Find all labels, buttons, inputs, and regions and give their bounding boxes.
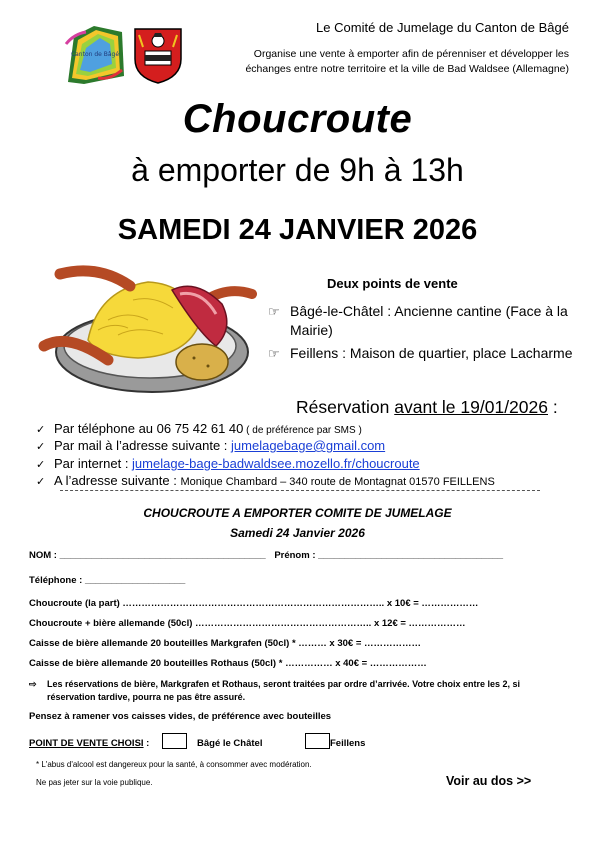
alcohol-warning: * L'abus d'alcool est dangereux pour la santé, à consommer avec modération. bbox=[36, 760, 312, 769]
pointing-hand-icon: ☞ bbox=[268, 346, 280, 361]
organizer-title: Le Comité de Jumelage du Canton de Bâgé bbox=[316, 20, 569, 35]
reservation-address: ✓ A l’adresse suivante : Monique Chambard – 340 route de Montagnat 01570 FEILLENS bbox=[36, 473, 495, 488]
telephone-field[interactable]: Téléphone : ___________________ bbox=[29, 575, 186, 586]
name-row bbox=[29, 550, 503, 561]
point-de-vente-text: Feillens : Maison de quartier, place Lacharme bbox=[290, 345, 573, 361]
reservation-mail: ✓ Par mail à l’adresse suivante : jumelagebage@gmail.com bbox=[36, 438, 386, 453]
subtitle-hours: à emporter de 9h à 13h bbox=[131, 152, 464, 188]
check-icon: ✓ bbox=[36, 424, 46, 436]
canton-logo-text: Canton de Bâgé bbox=[70, 51, 120, 58]
checkbox-feillens[interactable] bbox=[305, 733, 330, 749]
option-feillens: Feillens bbox=[330, 738, 366, 749]
return-crates-note: Pensez à ramener vos caisses vides, de préférence avec bouteilles bbox=[29, 711, 332, 722]
reservation-internet: ✓ Par internet : jumelage-bage-badwaldsee.mozello.fr/choucroute bbox=[36, 456, 420, 471]
point-de-vente-text: Bâgé-le-Châtel : Ancienne cantine (Face à la Mairie) bbox=[290, 303, 568, 338]
pointing-hand-icon: ☞ bbox=[268, 304, 280, 319]
reservation-phone: ✓ Par téléphone au 06 75 42 61 40 ( de préférence par SMS ) bbox=[36, 421, 362, 436]
arrow-right-icon: ⇨ bbox=[29, 679, 37, 689]
cut-line-divider bbox=[60, 490, 540, 491]
check-icon: ✓ bbox=[36, 476, 46, 488]
points-de-vente-title: Deux points de vente bbox=[327, 276, 458, 291]
organizer-description-line1: Organise une vente à emporter afin de pérenniser et développer les bbox=[253, 48, 569, 60]
organizer-description-line2: échanges entre notre territoire et la ville de Bad Waldsee (Allemagne) bbox=[245, 63, 569, 75]
reservation-heading: Réservation avant le 19/01/2026 : bbox=[296, 397, 558, 417]
see-back-note: Voir au dos >> bbox=[446, 774, 532, 788]
canton-logo bbox=[64, 22, 126, 86]
form-title: CHOUCROUTE A EMPORTER COMITE DE JUMELAGE bbox=[143, 506, 452, 520]
organizer-description bbox=[189, 47, 569, 77]
bad-waldsee-coat-of-arms bbox=[131, 25, 185, 85]
order-line-choucroute-biere[interactable]: Choucroute + bière allemande (50cl) ……………………………………………….. x 12€ = ……………… bbox=[29, 618, 466, 629]
check-icon: ✓ bbox=[36, 441, 46, 453]
order-line-choucroute[interactable]: Choucroute (la part) ……………………………………………………………………….. x 10€ = ……………… bbox=[29, 598, 479, 609]
reservation-deadline: avant le 19/01/2026 bbox=[394, 397, 548, 417]
choucroute-plate-illustration bbox=[38, 260, 260, 400]
point-de-vente-item bbox=[268, 302, 578, 342]
main-title: Choucroute bbox=[182, 97, 413, 141]
point-de-vente-item bbox=[268, 344, 578, 384]
order-line-markgrafen[interactable]: Caisse de bière allemande 20 bouteilles Markgrafen (50cl) * ……… x 30€ = ……………… bbox=[29, 638, 422, 649]
prenom-field[interactable]: Prénom : ___________________________________ bbox=[274, 550, 504, 561]
point-de-vente-choice-label: POINT DE VENTE CHOISI : bbox=[29, 738, 150, 749]
checkbox-bage-le-chatel[interactable] bbox=[162, 733, 187, 749]
form-date: Samedi 24 Janvier 2026 bbox=[230, 526, 365, 540]
email-link[interactable]: jumelagebage@gmail.com bbox=[231, 438, 386, 453]
order-line-rothaus[interactable]: Caisse de bière allemande 20 bouteilles Rothaus (50cl) * …………… x 40€ = ……………… bbox=[29, 658, 427, 669]
litter-warning: Ne pas jeter sur la voie publique. bbox=[36, 778, 153, 787]
nom-field[interactable]: NOM : _______________________________________ bbox=[29, 550, 266, 561]
website-link[interactable]: jumelage-bage-badwaldsee.mozello.fr/choucroute bbox=[132, 456, 420, 471]
event-date: SAMEDI 24 JANVIER 2026 bbox=[117, 214, 478, 246]
option-bage-le-chatel: Bâgé le Châtel bbox=[197, 738, 263, 749]
check-icon: ✓ bbox=[36, 459, 46, 471]
